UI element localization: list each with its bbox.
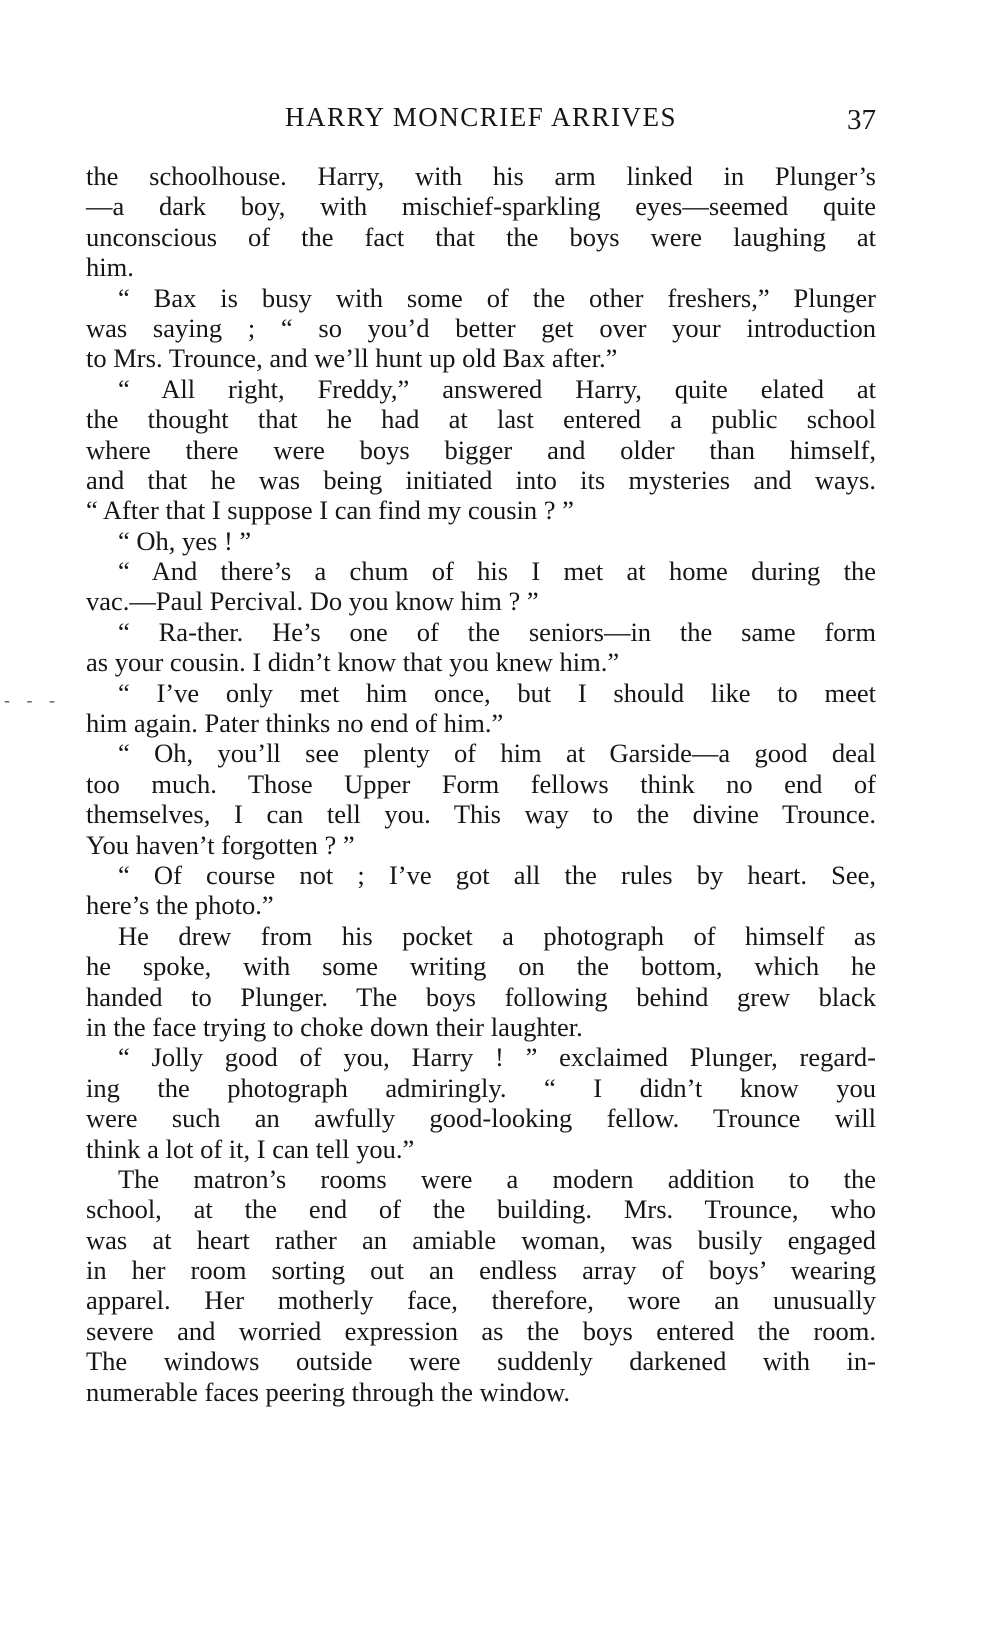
text-line: was saying ; “ so you’d better get over your introduction [86,312,876,343]
text-line: in the face trying to choke down their laughter. [86,1011,583,1042]
text-line: vac.—Paul Percival. Do you know him ? ” [86,586,539,617]
text-line: he spoke, with some writing on the bottom, which he [86,951,876,982]
text-line: “ Oh, yes ! ” [118,525,252,556]
text-line: handed to Plunger. The boys following behind grew black [86,981,876,1012]
text-line: “ All right, Freddy,” answered Harry, quite elated at [118,373,876,404]
text-line: “ Ra-ther. He’s one of the seniors—in the same form [118,616,876,647]
text-line: The windows outside were suddenly darkened with in- [86,1346,876,1377]
text-line: think a lot of it, I can tell you.” [86,1133,415,1164]
text-line: numerable faces peering through the window. [86,1376,570,1407]
text-line: “ And there’s a chum of his I met at home during the [118,556,876,587]
text-line: too much. Those Upper Form fellows think no end of [86,768,876,799]
text-line: The matron’s rooms were a modern addition to the [118,1163,876,1194]
text-line: apparel. Her motherly face, therefore, wore an unusually [86,1285,876,1316]
page-number: 37 [847,104,876,136]
text-line: ing the photograph admiringly. “ I didn’t know you [86,1072,876,1103]
text-line: were such an awfully good-looking fellow. Trounce will [86,1103,876,1134]
running-title: HARRY MONCRIEF ARRIVES [284,102,678,132]
text-line: him again. Pater thinks no end of him.” [86,708,504,739]
text-line: in her room sorting out an endless array of boys’ wearing [86,1255,876,1286]
text-line: the schoolhouse. Harry, with his arm linked in Plunger’s [86,161,876,191]
text-line: here’s the photo.” [86,890,274,921]
text-line: “ Oh, you’ll see plenty of him at Garside—a good deal [118,738,876,769]
text-line: themselves, I can tell you. This way to the divine Trounce. [86,799,876,830]
text-line: to Mrs. Trounce, and we’ll hunt up old Bax after.” [86,343,618,374]
text-line: “ After that I suppose I can find my cousin ? ” [86,495,574,526]
margin-mark: - - - [4,690,61,710]
text-line: You haven’t forgotten ? ” [86,829,355,860]
text-line: him. [86,252,134,283]
text-line: the thought that he had at last entered a public school [86,404,876,435]
text-line: was at heart rather an amiable woman, was busily engaged [86,1224,876,1255]
text-line: where there were boys bigger and older than himself, [86,434,876,465]
text-line: and that he was being initiated into its mysteries and ways. [86,464,876,495]
running-head [86,102,876,142]
body-text [86,161,876,1407]
text-line: —a dark boy, with mischief-sparkling eyes—seemed quite [86,191,876,222]
text-line: He drew from his pocket a photograph of himself as [118,920,876,951]
text-line: severe and worried expression as the boys entered the room. [86,1315,876,1346]
text-line: “ Jolly good of you, Harry ! ” exclaimed Plunger, regard- [118,1042,876,1073]
text-line: “ Bax is busy with some of the other freshers,” Plunger [118,282,876,313]
text-line: unconscious of the fact that the boys were laughing at [86,221,876,252]
text-line: as your cousin. I didn’t know that you knew him.” [86,647,620,678]
text-line: school, at the end of the building. Mrs. Trounce, who [86,1194,876,1225]
text-line: “ Of course not ; I’ve got all the rules by heart. See, [118,859,876,890]
text-line: “ I’ve only met him once, but I should like to meet [118,677,876,708]
